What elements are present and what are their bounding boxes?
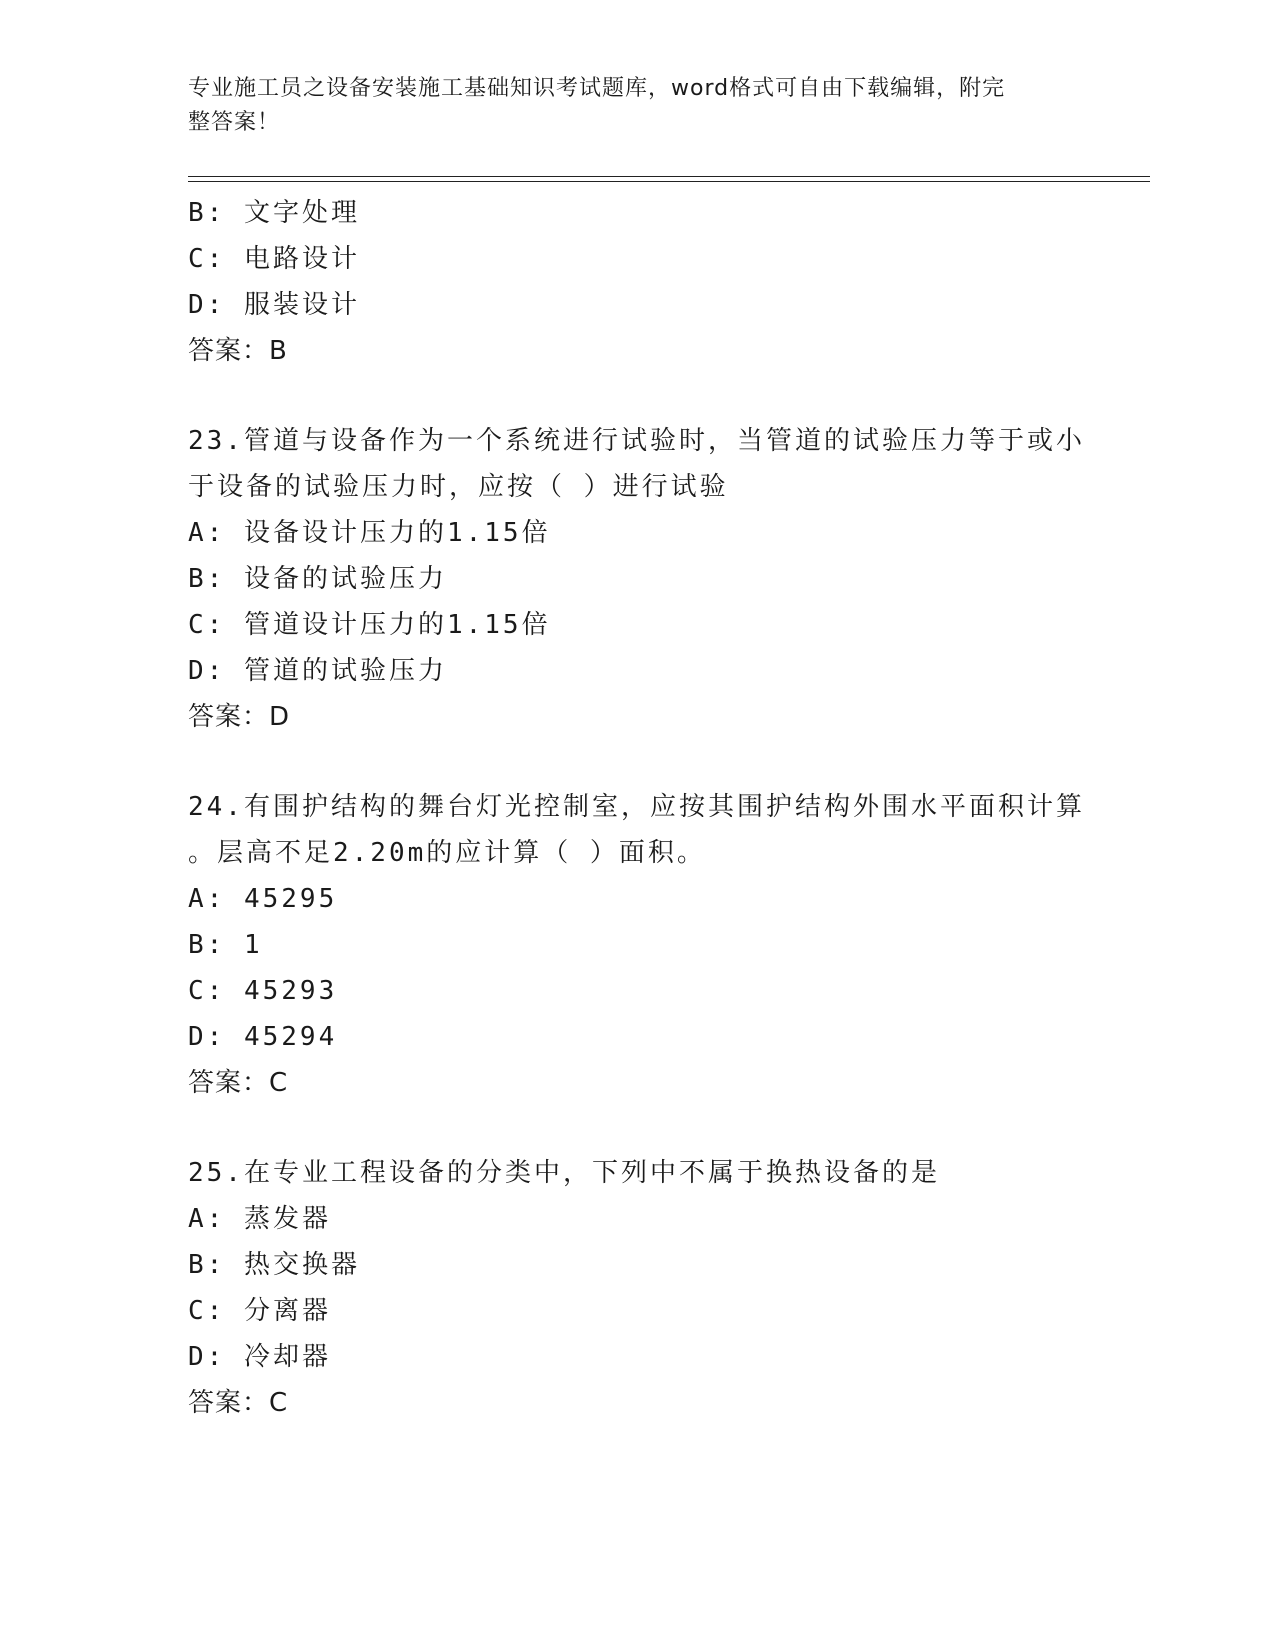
option-d: D: 管道的试验压力: [188, 656, 447, 686]
option-c: C: 45293: [188, 976, 338, 1006]
spacer: [188, 374, 1088, 418]
question-list: [188, 190, 1088, 1426]
answer: 答案：C: [188, 1068, 289, 1098]
option-d: D: 冷却器: [188, 1342, 331, 1372]
option-c: C: 分离器: [188, 1296, 331, 1326]
question-text-line1: 23.管道与设备作为一个系统进行试验时，当管道的试验压力等于或小: [188, 426, 1085, 456]
option-b: B: 设备的试验压力: [188, 564, 447, 594]
option-b: B: 文字处理: [188, 198, 360, 228]
option-a: A: 45295: [188, 884, 338, 914]
spacer: [188, 740, 1088, 784]
answer: 答案：B: [188, 336, 288, 366]
question-text-line1: 25.在专业工程设备的分类中，下列中不属于换热设备的是: [188, 1158, 940, 1188]
question-23: [188, 418, 1088, 740]
question-text-line1: 24.有围护结构的舞台灯光控制室，应按其围护结构外围水平面积计算: [188, 792, 1085, 822]
question-text-line2: 于设备的试验压力时，应按（ ）进行试验: [188, 472, 729, 502]
answer: 答案：D: [188, 702, 291, 732]
option-d: D: 45294: [188, 1022, 338, 1052]
option-c: C: 电路设计: [188, 244, 360, 274]
header-divider-bottom: [188, 181, 1150, 182]
option-d: D: 服装设计: [188, 290, 360, 320]
option-c: C: 管道设计压力的1.15倍: [188, 610, 551, 640]
header-title-line2: 整答案！: [188, 110, 281, 135]
option-a: A: 蒸发器: [188, 1204, 331, 1234]
document-header: [188, 72, 1068, 140]
question-22: [188, 190, 1088, 374]
answer: 答案：C: [188, 1388, 289, 1418]
header-title-line1: 专业施工员之设备安装施工基础知识考试题库，word格式可自由下载编辑，附完: [188, 76, 1006, 101]
question-24: [188, 784, 1088, 1106]
question-25: [188, 1150, 1088, 1426]
option-b: B: 1: [188, 930, 263, 960]
option-b: B: 热交换器: [188, 1250, 360, 1280]
header-divider-top: [188, 176, 1150, 177]
question-text-line2: 。层高不足2.20m的应计算（ ）面积。: [188, 838, 706, 868]
option-a: A: 设备设计压力的1.15倍: [188, 518, 551, 548]
spacer: [188, 1106, 1088, 1150]
